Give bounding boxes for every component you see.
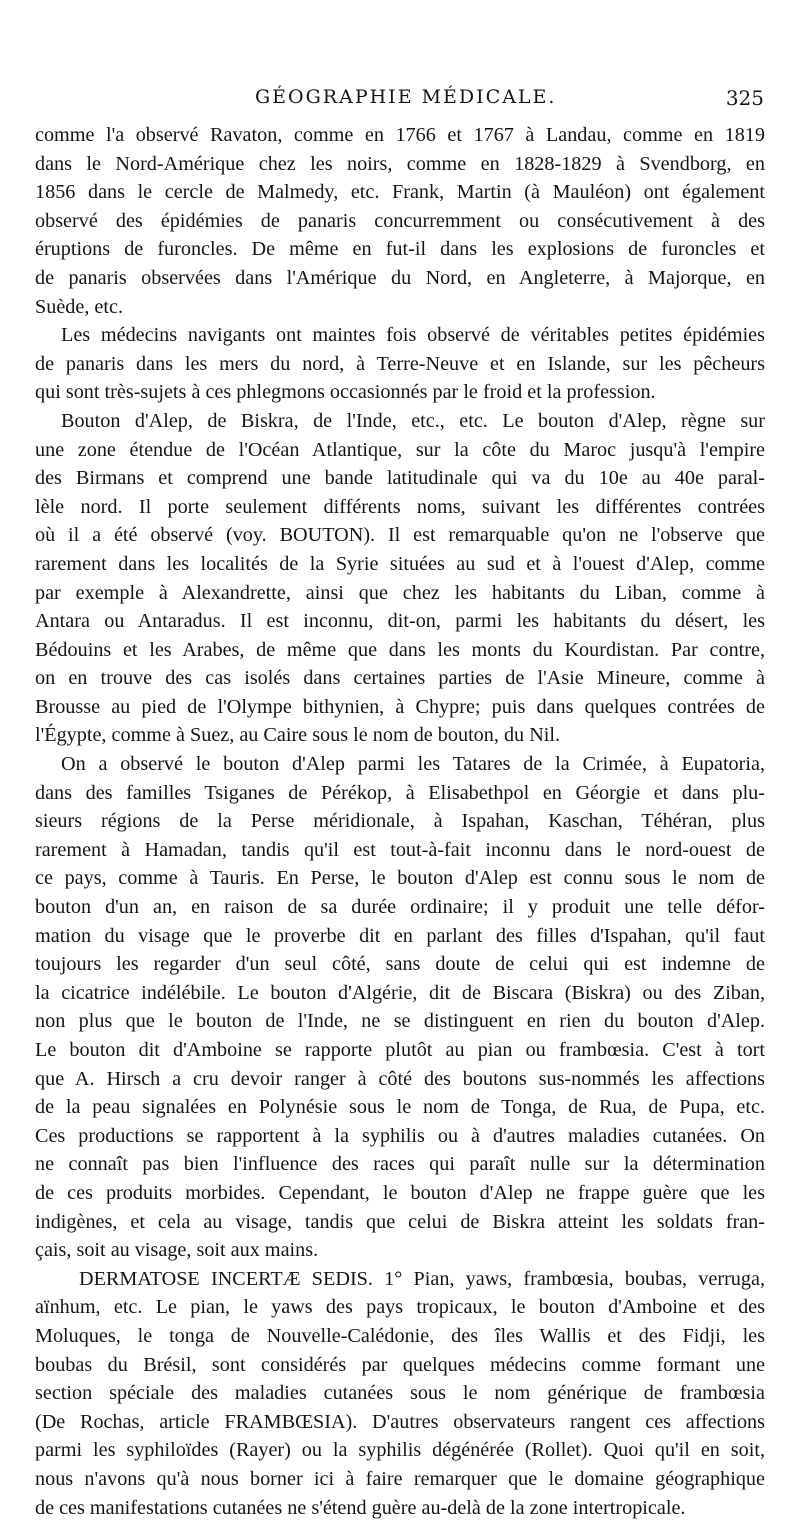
text-line: de panaris dans les mers du nord, à Terre-Neuve et en Islande, sur les pêcheurs <box>35 350 765 379</box>
text-line: section spéciale des maladies cutanées sous le nom générique de frambœsia <box>35 1379 765 1408</box>
text-line: l'Égypte, comme à Suez, au Caire sous le nom de bouton, du Nil. <box>35 721 765 750</box>
text-line: Suède, etc. <box>35 293 765 322</box>
text-line: (De Rochas, article FRAMBŒSIA). D'autres observateurs rangent ces affections <box>35 1408 765 1437</box>
text-line: ce pays, comme à Tauris. En Perse, le bouton d'Alep est connu sous le nom de <box>35 864 765 893</box>
text-line: sieurs régions de la Perse méridionale, à Ispahan, Kaschan, Téhéran, plus <box>35 807 765 836</box>
text-line: parmi les syphiloïdes (Rayer) ou la syphilis dégénérée (Rollet). Quoi qu'il en soit, <box>35 1436 765 1465</box>
text-line: on en trouve des cas isolés dans certaines parties de l'Asie Mineure, comme à <box>35 664 765 693</box>
running-head <box>0 86 800 114</box>
text-line: On a observé le bouton d'Alep parmi les Tatares de la Crimée, à Eupatoria, <box>35 750 765 779</box>
text-line: lèle nord. Il porte seulement différents noms, suivant les différentes contrées <box>35 493 765 522</box>
text-line: Le bouton dit d'Amboine se rapporte plutôt au pian ou frambœsia. C'est à tort <box>35 1036 765 1065</box>
text-line: éruptions de furoncles. De même en fut-il dans les explosions de furoncles et <box>35 235 765 264</box>
text-line: Moluques, le tonga de Nouvelle-Calédonie, des îles Wallis et des Fidji, les <box>35 1322 765 1351</box>
text-line: dans des familles Tsiganes de Pérékop, à Elisabethpol en Géorgie et dans plu- <box>35 779 765 808</box>
text-line: ne connaît pas bien l'influence des races qui paraît nulle sur la détermination <box>35 1150 765 1179</box>
text-line: 1856 dans le cercle de Malmedy, etc. Frank, Martin (à Mauléon) ont également <box>35 178 765 207</box>
text-line: non plus que le bouton de l'Inde, ne se distinguent en rien du bouton d'Alep. <box>35 1007 765 1036</box>
text-line: Bédouins et les Arabes, de même que dans les monts du Kourdistan. Par contre, <box>35 636 765 665</box>
text-line: Brousse au pied de l'Olympe bithynien, à Chypre; puis dans quelques contrées de <box>35 693 765 722</box>
text-line: Bouton d'Alep, de Biskra, de l'Inde, etc., etc. Le bouton d'Alep, règne sur <box>35 407 765 436</box>
text-line: nous n'avons qu'à nous borner ici à faire remarquer que le domaine géographique <box>35 1465 765 1494</box>
text-line: des Birmans et comprend une bande latitudinale qui va du 10e au 40e paral- <box>35 464 765 493</box>
text-line: indigènes, et cela au visage, tandis que celui de Biskra atteint les soldats fran- <box>35 1208 765 1237</box>
text-line: que A. Hirsch a cru devoir ranger à côté des boutons sus-nommés les affections <box>35 1065 765 1094</box>
text-line: la cicatrice indélébile. Le bouton d'Algérie, dit de Biscara (Biskra) ou des Ziban, <box>35 979 765 1008</box>
text-line: aïnhum, etc. Le pian, le yaws des pays tropicaux, le bouton d'Amboine et des <box>35 1293 765 1322</box>
text-line: Les médecins navigants ont maintes fois observé de véritables petites épidémies <box>35 321 765 350</box>
text-line: DERMATOSE INCERTÆ SEDIS. 1° Pian, yaws, frambœsia, boubas, verruga, <box>35 1265 765 1294</box>
text-line: çais, soit au visage, soit aux mains. <box>35 1236 765 1265</box>
text-line: Antara ou Antaradus. Il est inconnu, dit-on, parmi les habitants du désert, les <box>35 607 765 636</box>
page-number: 325 <box>726 86 764 110</box>
body-text <box>35 121 765 1522</box>
text-line: de ces produits morbides. Cependant, le bouton d'Alep ne frappe guère que les <box>35 1179 765 1208</box>
text-line: de la peau signalées en Polynésie sous le nom de Tonga, de Rua, de Pupa, etc. <box>35 1093 765 1122</box>
text-line: rarement dans les localités de la Syrie situées au sud et à l'ouest d'Alep, comme <box>35 550 765 579</box>
text-line: où il a été observé (voy. BOUTON). Il est remarquable qu'on ne l'observe que <box>35 521 765 550</box>
text-line: une zone étendue de l'Océan Atlantique, sur la côte du Maroc jusqu'à l'empire <box>35 436 765 465</box>
text-line: mation du visage que le proverbe dit en parlant des filles d'Ispahan, qu'il faut <box>35 922 765 951</box>
text-line: par exemple à Alexandrette, ainsi que chez les habitants du Liban, comme à <box>35 579 765 608</box>
text-line: toujours les regarder d'un seul côté, sans doute de celui qui est indemne de <box>35 950 765 979</box>
text-line: boubas du Brésil, sont considérés par quelques médecins comme formant une <box>35 1351 765 1380</box>
text-line: dans le Nord-Amérique chez les noirs, comme en 1828-1829 à Svendborg, en <box>35 150 765 179</box>
text-line: rarement à Hamadan, tandis qu'il est tout-à-fait inconnu dans le nord-ouest de <box>35 836 765 865</box>
text-line: observé des épidémies de panaris concurremment ou consécutivement à des <box>35 207 765 236</box>
text-line: de panaris observées dans l'Amérique du Nord, en Angleterre, à Majorque, en <box>35 264 765 293</box>
text-line: comme l'a observé Ravaton, comme en 1766 et 1767 à Landau, comme en 1819 <box>35 121 765 150</box>
text-line: de ces manifestations cutanées ne s'étend guère au-delà de la zone intertropicale. <box>35 1494 765 1522</box>
text-line: Ces productions se rapportent à la syphilis ou à d'autres maladies cutanées. On <box>35 1122 765 1151</box>
text-line: bouton d'un an, en raison de sa durée ordinaire; il y produit une telle défor- <box>35 893 765 922</box>
text-line: qui sont très-sujets à ces phlegmons occasionnés par le froid et la profession. <box>35 378 765 407</box>
running-title: GÉOGRAPHIE MÉDICALE. <box>255 86 556 108</box>
